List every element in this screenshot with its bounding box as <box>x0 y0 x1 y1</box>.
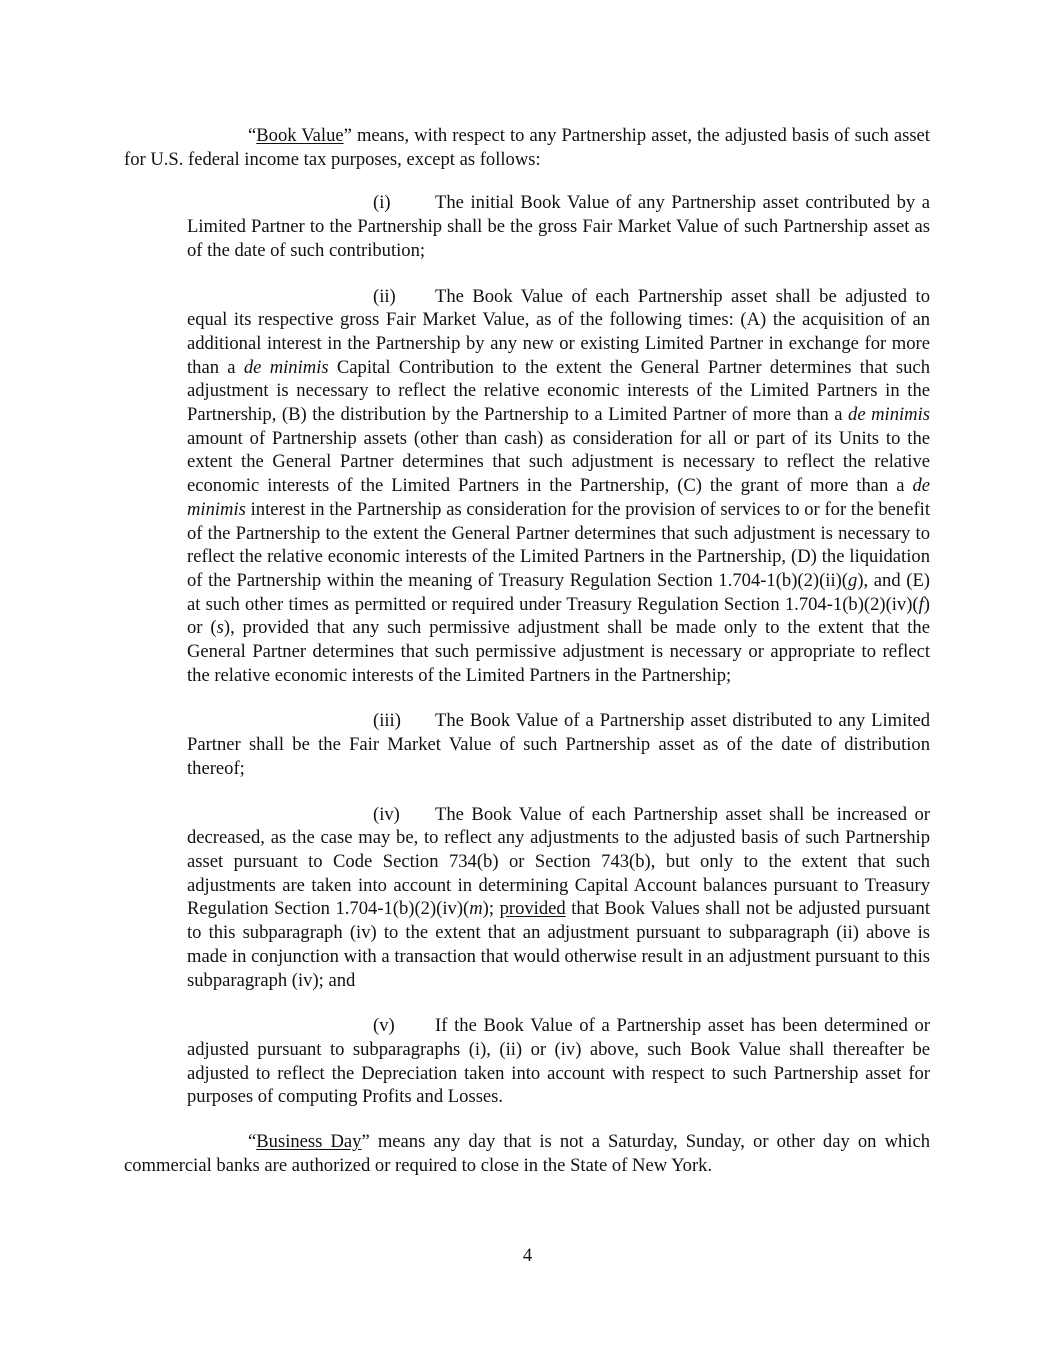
subparagraph-number: (iii) <box>373 710 401 732</box>
subparagraph-ii <box>187 285 930 688</box>
defined-term-business-day: Business Day <box>256 1131 362 1153</box>
subparagraph-text: Capital Contribution to the extent the General Partner determines that such adjustment is necessary to reflect the relative economic interests of the Limited Partners in the Partnership, (B) the distribution by the Partnership to a Limited Partner of more than a <box>187 356 930 426</box>
subparagraph-iii <box>187 709 930 780</box>
subparagraph-text: If the Book Value of a Partnership asset has been determined or adjusted pursuant to subparagraphs (i), (ii) or (iv) above, such Book Value shall thereafter be adjusted to reflect the Depreciation taken into account with respect to such Partnership asset for purposes of computing Profits and Losses. <box>187 1015 930 1108</box>
document-page <box>124 124 930 1177</box>
italic-letter: f <box>918 593 924 615</box>
subparagraph-number: (iv) <box>373 803 400 825</box>
open-quote: “ <box>248 125 257 146</box>
definition-text: ” means any day that is not a Saturday, Sunday, or other day on which commercial banks are authorized or required to close in the State of New York. <box>124 1131 931 1176</box>
definition-book-value <box>124 124 930 171</box>
subparagraph-text: amount of Partnership assets (other than cash) as consideration for all or part of its Units to the extent the General Partner determines that such adjustment is necessary to reflect the relative economic interests of the Limited Partners in the Partnership, (C) the grant of more than a <box>187 427 930 497</box>
subparagraph-number: (v) <box>373 1015 395 1037</box>
italic-term: de minimis <box>848 404 930 426</box>
italic-letter: s <box>216 617 224 639</box>
subparagraph-text: ), and (E) at such other times as permitted or required under Treasury Regulation Section 1.704-1(b)(2)(iv)( <box>187 569 931 615</box>
italic-letter: m <box>469 898 483 920</box>
subparagraph-v <box>187 1014 930 1109</box>
defined-term-book-value: Book Value <box>256 125 344 146</box>
subparagraph-i <box>187 191 930 262</box>
subparagraph-text: ) or ( <box>187 593 930 639</box>
underlined-term-provided: provided <box>499 898 566 920</box>
page-number: 4 <box>522 1245 533 1266</box>
open-quote: “ <box>248 1131 257 1153</box>
subparagraph-number: (i) <box>373 192 391 214</box>
italic-letter: g <box>848 569 858 591</box>
subparagraph-text: The Book Value of a Partnership asset distributed to any Limited Partner shall be the Fair Market Value of such Partnership asset as of the date of distribution thereof; <box>187 710 930 779</box>
subparagraph-text: interest in the Partnership as consideration for the provision of services to or for the benefit of the Partnership to the extent the General Partner determines that such adjustment is necessary to reflect the relative economic interests of the Limited Partners in the Partnership, (D) the liquidation of the Partnership within the meaning of Treasury Regulation Section 1.704-1(b)(2)(ii)( <box>187 498 930 591</box>
definition-business-day <box>124 1130 930 1177</box>
subparagraph-text: The initial Book Value of any Partnership asset contributed by a Limited Partner to the Partnership shall be the gross Fair Market Value of such Partnership asset as of the date of such contribution; <box>187 192 930 261</box>
subparagraph-text: that Book Values shall not be adjusted pursuant to this subparagraph (iv) to the extent that an adjustment pursuant to subparagraph (ii) above is made in conjunction with a transaction that would otherwise result in an adjustment pursuant to this subparagraph (iv); and <box>187 898 930 991</box>
subparagraph-iv <box>187 803 930 993</box>
subparagraph-text: The Book Value of each Partnership asset shall be adjusted to equal its respective gross Fair Market Value, as of the following times: (A) the acquisition of an additional interest in the Partnership by any new or existing Limited Partner in exchange for more than a <box>187 285 930 378</box>
italic-term: de minimis <box>243 356 329 378</box>
subparagraph-text: ), provided that any such permissive adjustment shall be made only to the extent that the General Partner determines that such permissive adjustment is necessary or appropriate to reflect the relative economic interests of the Limited Partners in the Partnership; <box>187 617 930 686</box>
italic-term: de minimis <box>187 475 930 520</box>
subparagraph-number: (ii) <box>373 285 396 307</box>
subparagraph-text: ); <box>482 898 500 920</box>
definition-text: ” means, with respect to any Partnership asset, the adjusted basis of such asset for U.S. federal income tax purposes, except as follows: <box>124 125 930 170</box>
subparagraph-text: The Book Value of each Partnership asset shall be increased or decreased, as the case may be, to reflect any adjustments to the adjusted basis of such Partnership asset pursuant to Code Section 734(b) or Section 743(b), but only to the extent that such adjustments are taken into account in determining Capital Account balances pursuant to Treasury Regulation Section 1.704-1(b)(2)(iv)( <box>187 803 930 920</box>
